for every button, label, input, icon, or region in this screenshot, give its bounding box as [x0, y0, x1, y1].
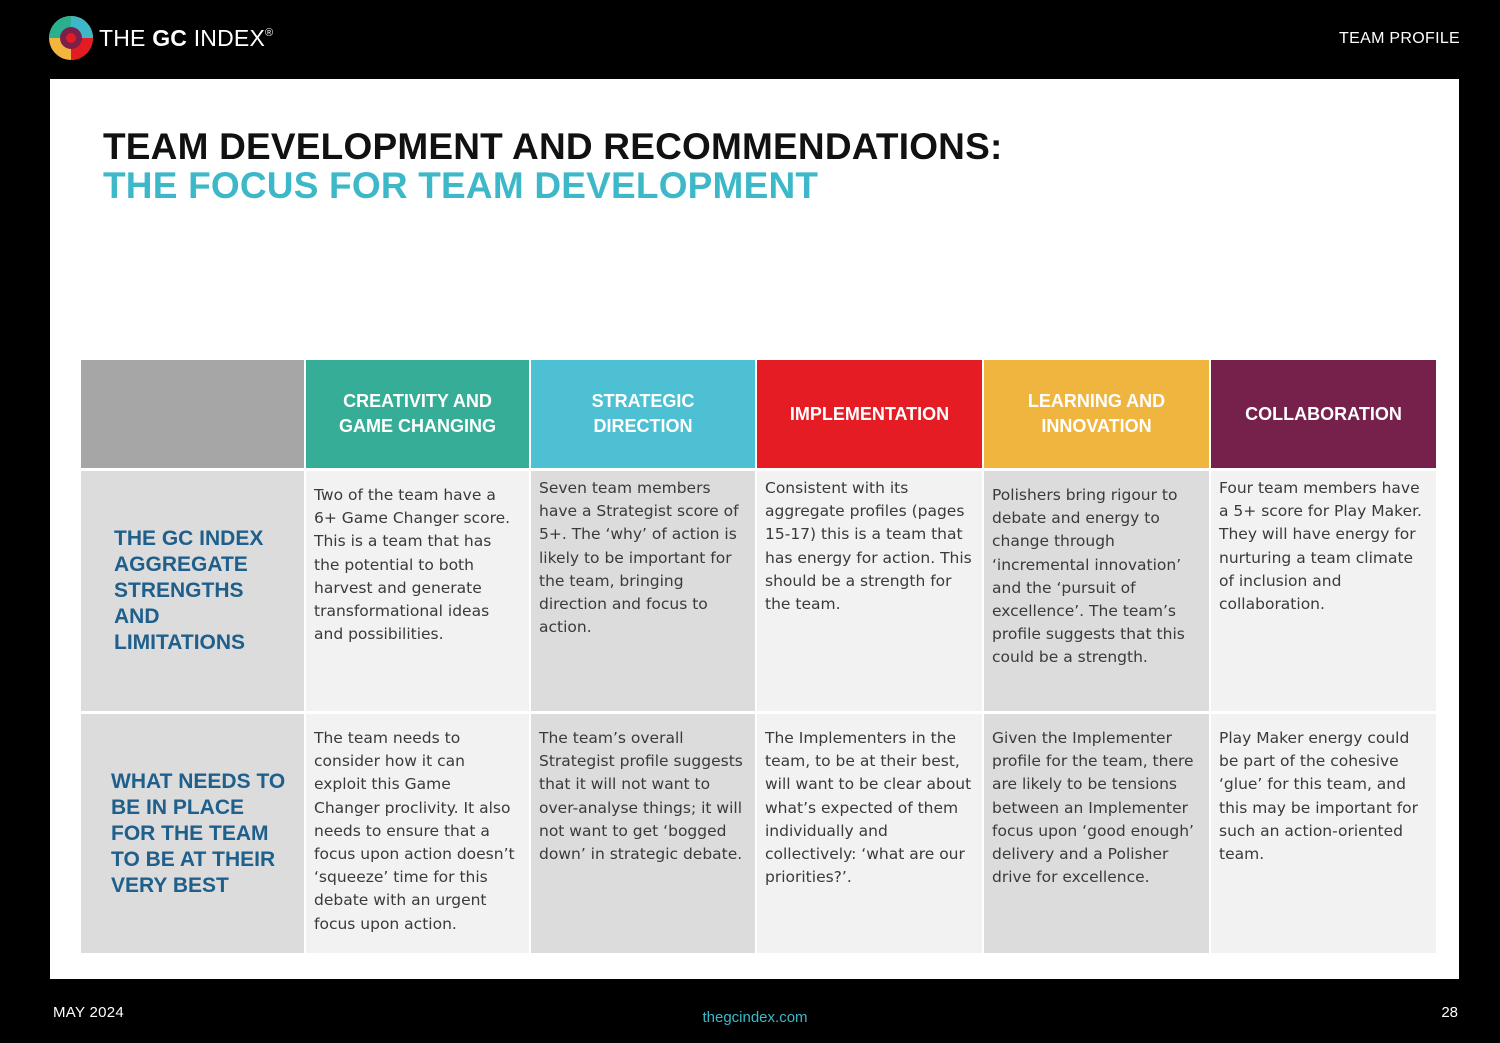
footer-url[interactable]: thegcindex.com	[702, 1009, 808, 1026]
column-header-strategic: STRATEGIC DIRECTION	[531, 360, 755, 468]
table-cell: The team’s overall Strategist profile suggests that it will not want to over-analyse things; it will not want to get ‘bogged down’ in strategic debate.	[531, 714, 755, 953]
table-cell: Seven team members have a Strategist score of 5+. The ‘why’ of action is likely to be important for the team, bringing direction and focus to action.	[531, 471, 755, 711]
document-label: TEAM PROFILE	[1339, 30, 1460, 47]
table-cell: The Implementers in the team, to be at their best, will want to be clear about what’s expected of them individually and collectively: ‘what are our priorities?’.	[757, 714, 982, 953]
gc-index-logo-icon	[48, 15, 94, 61]
table-cell: Given the Implementer profile for the team, there are likely to be tensions between an Implementer focus upon ‘good enough’ delivery and a Polisher drive for excellence.	[984, 714, 1209, 953]
page-subtitle: THE FOCUS FOR TEAM DEVELOPMENT	[103, 165, 819, 206]
column-header-creativity: CREATIVITY AND GAME CHANGING	[306, 360, 529, 468]
table-cell: Two of the team have a 6+ Game Changer score. This is a team that has the potential to both harvest and generate transformational ideas and possibilities.	[306, 471, 529, 711]
page	[50, 79, 1459, 979]
page-title: TEAM DEVELOPMENT AND RECOMMENDATIONS:	[103, 126, 1003, 167]
brand	[48, 15, 273, 61]
page-number: 28	[1441, 1004, 1458, 1021]
table-cell: Consistent with its aggregate profiles (pages 15-17) this is a team that has energy for action. This should be a strength for the team.	[757, 471, 982, 711]
table-cell: Four team members have a 5+ score for Play Maker. They will have energy for nurturing a team climate of inclusion and collaboration.	[1211, 471, 1436, 711]
column-header-learning: LEARNING AND INNOVATION	[984, 360, 1209, 468]
development-table	[81, 360, 1436, 953]
column-header-collaboration: COLLABORATION	[1211, 360, 1436, 468]
column-header-implementation: IMPLEMENTATION	[757, 360, 982, 468]
table-cell: The team needs to consider how it can exploit this Game Changer proclivity. It also needs to ensure that a focus upon action doesn’t ‘squeeze’ time for this debate with an urgent focus upon action.	[306, 714, 529, 953]
row-header-strengths: THE GC INDEX AGGREGATE STRENGTHS AND LIMITATIONS	[81, 471, 304, 711]
brand-name: THE GC INDEX®	[99, 24, 274, 51]
table-cell: Play Maker energy could be part of the cohesive ‘glue’ for this team, and this may be important for such an action-oriented team.	[1211, 714, 1436, 953]
table-corner	[81, 360, 304, 468]
footer-date: MAY 2024	[53, 1004, 125, 1021]
table-cell: Polishers bring rigour to debate and energy to change through ‘incremental innovation’ and the ‘pursuit of excellence’. The team’s profile suggests that this could be a strength.	[984, 471, 1209, 711]
row-header-needs: WHAT NEEDS TO BE IN PLACE FOR THE TEAM TO BE AT THEIR VERY BEST	[81, 714, 304, 953]
